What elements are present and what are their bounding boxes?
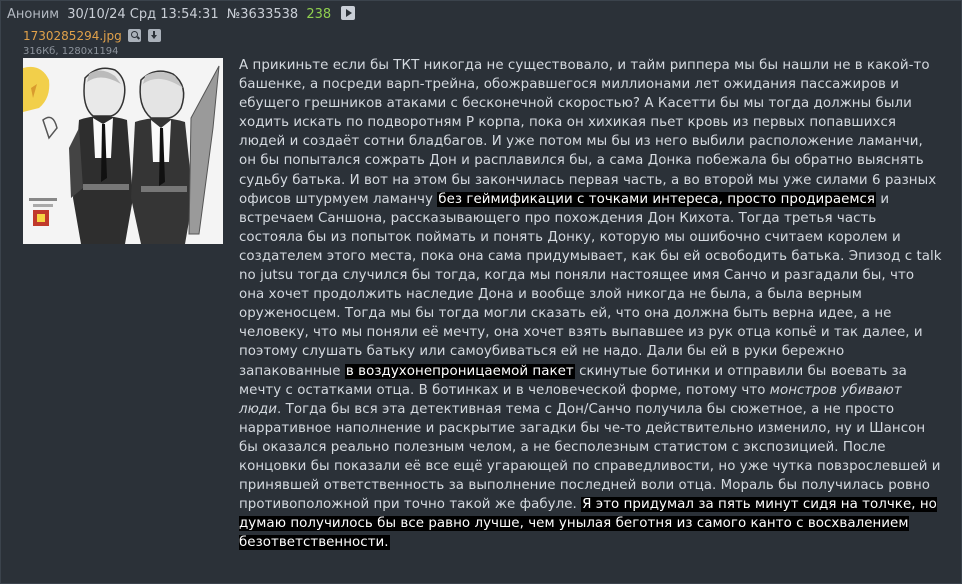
play-icon[interactable]: [341, 6, 355, 20]
file-meta: 316Кб, 1280x1194: [23, 46, 119, 57]
post-image-thumbnail[interactable]: [23, 58, 223, 244]
file-name-link[interactable]: 1730285294.jpg: [23, 29, 122, 43]
reply-count: 238: [306, 7, 332, 22]
spoiler-text[interactable]: Я это придумал за пять минут сидя на толчке, но думаю получилось бы все равно лучше, чем унылая беготня из самого канто с восхвалением безответственности.: [239, 497, 937, 551]
file-info: [23, 29, 161, 59]
anime-illustration-image: [23, 58, 223, 244]
post-number[interactable]: №3633538: [226, 7, 299, 22]
download-icon[interactable]: [148, 29, 161, 42]
spoiler-text[interactable]: без геймификации с точками интереса, просто продираемся: [438, 191, 876, 207]
message-text: и встречаем Саншона, рассказывающего про похождения Дон Кихота. Тогда третья часть состояла бы из попыток поймать и понять Донку, которую мы ошибочно считаем королем и создателем этого места, пока она сама придумывает, как бы ей освободить батька. Эпизод с talk no jutsu тогда случился бы тогда, когда мы поняли настоящее имя Санчо и разгадали бы, что она хочет продолжить наследие Дона и вообще злой никогда не была, а была верным оруженосцем. Тогда мы бы тогда могли сказать ей, что она должна быть верна идее, а не человеку, что мы поняли её мечту, она хочет взять выпавшее из рук отца копьё и так далее, и поэтому слушать батьку или самоубиваться ей не надо. Дали бы ей в руки бережно запакованные: [239, 191, 942, 379]
post-header: [7, 6, 359, 24]
message-text: скинутые ботинки и отправили бы воевать за мечту с остатками отца. В ботинках и в человеческой форме, потому что: [239, 363, 907, 398]
italic-text: монстров убивают люди: [239, 382, 902, 417]
post-date: 30/10/24 Срд 13:54:31: [67, 7, 219, 22]
search-icon[interactable]: [128, 29, 141, 42]
message-text: А прикиньте если бы ТКТ никогда не существовало, и тайм риппера мы бы нашли не в какой-то башенке, а посреди варп-трейна, обожравшегося миллионами лет ожидания пассажиров и ебущего грешников атаками с бесконечной скоростью? А Касетти бы мы тогда должны были ходить искать по подворотням Р корпа, пока он хихикая пьет кровь из первых попавшихся людей и создаёт сотни бладбагов. И уже потом мы бы из него выбили расположение ламанчи, он бы попытался сожрать Дон и расплавился бы, а сама Донка побежала бы обратно выяснять судьбу батька. И вот на этом бы закончилась первая часть, а во второй мы уже силами 6 разных офисов штурмуем ламанчу: [239, 58, 937, 207]
message-text: . Тогда бы вся эта детективная тема с Дон/Санчо получила бы сюжетное, а не просто нарративное наполнение и раскрытие загадки бы че-то действительно изменило, ну и Шансон бы оказался реально полезным челом, а не бесполезным статистом с экспозицией. После концовки бы показали её все ещё угарающей по справедливости, но уже чутка повзрослевшей и принявшей ответственность за выполнение последней воли отца. Мораль бы получилась ровно противоположной при точно такой же фабуле.: [239, 401, 941, 513]
post-author: Аноним: [7, 7, 60, 22]
spoiler-text[interactable]: в воздухонепроницаемой пакет: [345, 363, 574, 379]
post-message: [239, 56, 943, 552]
